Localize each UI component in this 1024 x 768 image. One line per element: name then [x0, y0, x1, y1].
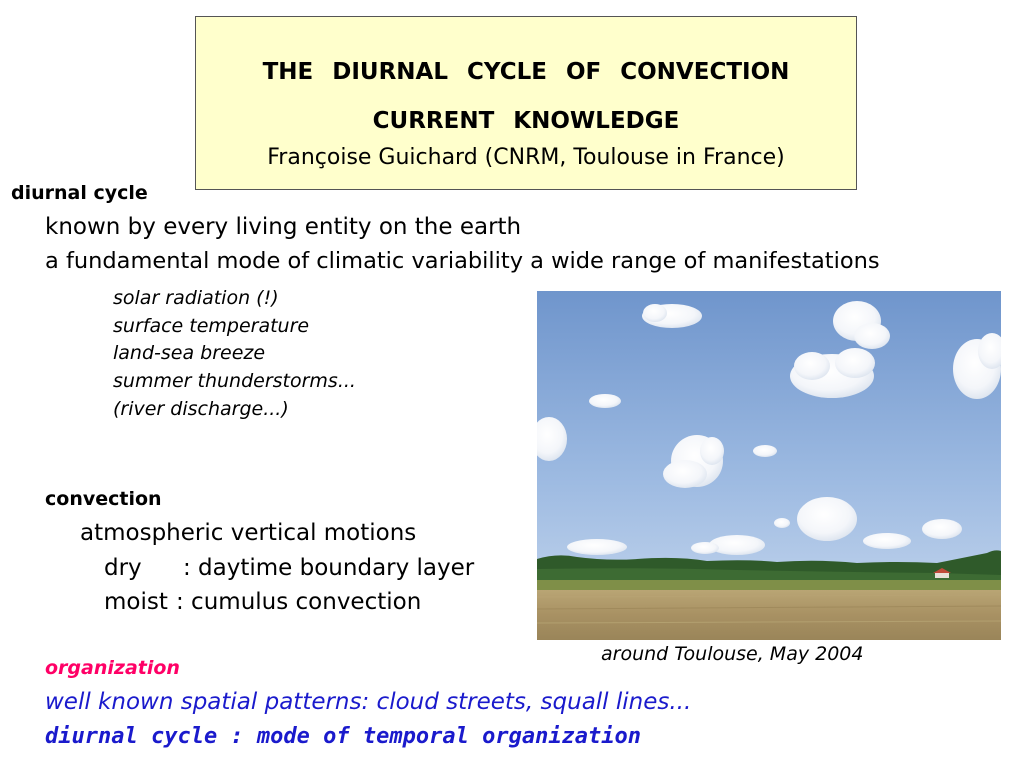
moist-text: : cumulus convection: [176, 589, 422, 615]
title-line-1: THE DIURNAL CYCLE OF CONVECTION: [262, 59, 790, 85]
example-item: land-sea breeze: [113, 342, 266, 364]
photo-caption: around Toulouse, May 2004: [601, 643, 864, 665]
convection-heading: convection: [45, 488, 162, 510]
landscape-photo: [537, 291, 1001, 640]
example-item: summer thunderstorms...: [113, 370, 356, 392]
dry-label: dry: [104, 555, 142, 581]
diurnal-line-2: a fundamental mode of climatic variability a wide range of manifestations: [45, 248, 880, 274]
dry-text: : daytime boundary layer: [183, 555, 475, 581]
organization-line-1: well known spatial patterns: cloud streets, squall lines...: [45, 689, 692, 715]
moist-label: moist: [104, 589, 168, 615]
organization-line-2: diurnal cycle : mode of temporal organization: [45, 724, 642, 749]
convection-line-1: atmospheric vertical motions: [80, 520, 417, 546]
diurnal-heading: diurnal cycle: [11, 182, 148, 204]
example-item: surface temperature: [113, 315, 310, 337]
organization-heading: organization: [45, 657, 180, 679]
diurnal-line-1: known by every living entity on the earth: [45, 214, 522, 240]
title-line-2: CURRENT KNOWLEDGE: [372, 108, 680, 134]
example-item: (river discharge...): [113, 398, 289, 420]
title-box: [195, 16, 857, 190]
example-item: solar radiation (!): [113, 287, 279, 309]
author-line: Françoise Guichard (CNRM, Toulouse in France): [267, 145, 785, 170]
